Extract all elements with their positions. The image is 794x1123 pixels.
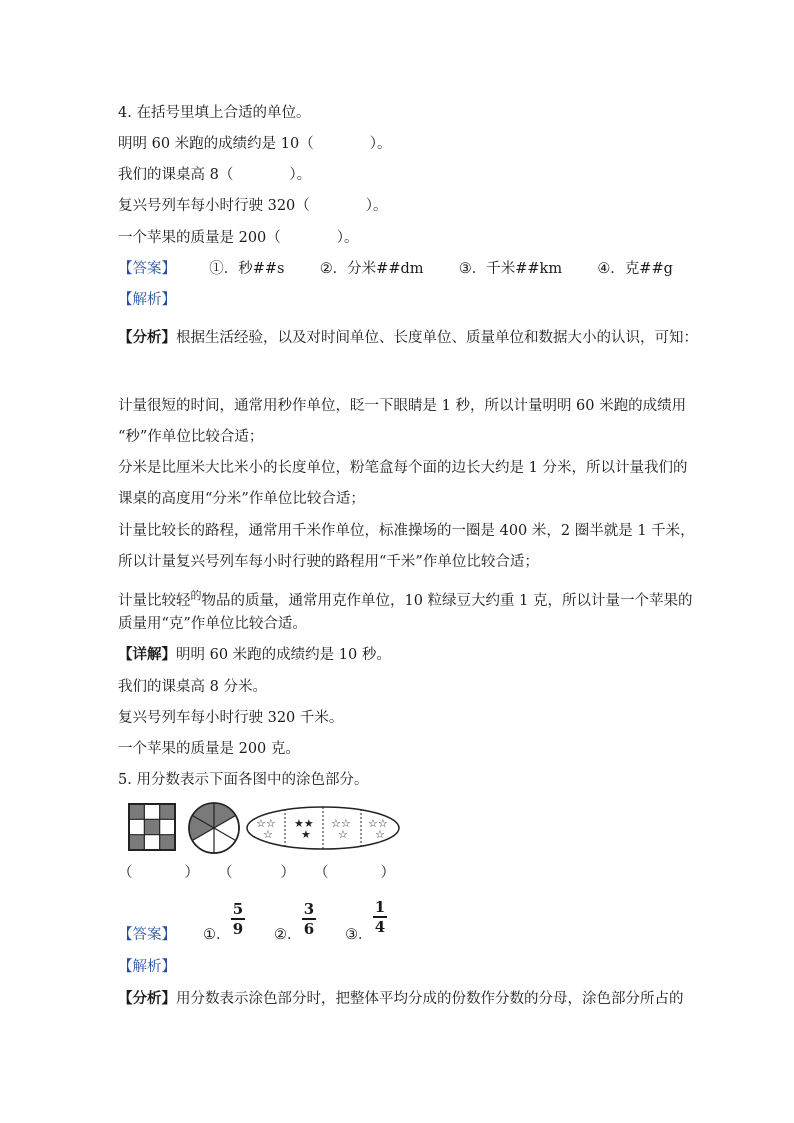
grid-figure [129,804,175,850]
answer-1: ①．秒##s [209,261,285,277]
circle-figure [189,803,239,853]
answer-4: ④．克##g [597,261,673,277]
star-outline-icon: ☆☆ [368,817,388,830]
star-outline-icon: ☆ [375,828,385,841]
para2-line1: 分米是比厘米大比米小的长度单位，粉笔盒每个面的边长大约是 1 分米，所以计量我们的 [118,460,688,476]
star-outline-icon: ☆ [338,828,348,841]
answer-3: ③．千米##km [458,261,563,277]
blank-1: （ ） [118,865,199,881]
stars-ellipse-figure [247,807,399,849]
fraction-3: 1 4 [374,898,386,936]
q4-item-3: 复兴号列车每小时行驶 320（ ）。 [118,198,388,214]
q5-answer-label-1: ①． [203,927,231,943]
star-filled-icon: ★★ [294,817,314,830]
q5-answer-label-3: ③． [345,927,373,943]
star-filled-icon: ★ [301,828,311,841]
q4-answer-line [118,259,673,279]
q5-jiexi-tag: 【解析】 [118,959,176,975]
para4-line2: 质量用“克”作单位比较合适。 [118,616,307,632]
q5-answer-tag: 【答案】 [118,927,176,943]
para1-line2: “秒”作单位比较合适； [118,429,264,445]
blank-2: （ ） [218,865,295,881]
q4-analysis: 【分析】根据生活经验，以及对时间单位、长度单位、质量单位和数据大小的认识，可知： [118,329,698,346]
q5-title: 5. 用分数表示下面各图中的涂色部分。 [118,772,369,788]
jiexi-tag: 【解析】 [118,292,176,308]
q4-title: 4. 在括号里填上合适的单位。 [118,105,311,121]
para3-line1: 计量比较长的路程，通常用千米作单位，标准操场的一圈是 400 米，2 圈半就是 1 千米， [118,523,695,539]
para1-line1: 计量很短的时间，通常用秒作单位，眨一下眼睛是 1 秒，所以计量明明 60 米跑的成绩用 [118,398,687,414]
para3-line2: 所以计量复兴号列车每小时行驶的路程用“千米”作单位比较合适； [118,554,539,570]
q4-detail-2: 我们的课桌高 8 分米。 [118,679,267,695]
q4-detail-3: 复兴号列车每小时行驶 320 千米。 [118,710,344,726]
star-outline-icon: ☆☆ [256,817,276,830]
blank-3: （ ） [314,865,395,881]
fraction-1: 5 9 [232,900,244,938]
fraction-2: 3 6 [303,900,315,938]
q4-item-2: 我们的课桌高 8（ ）。 [118,167,312,183]
star-outline-icon: ☆☆ [331,817,351,830]
q4-detail-4: 一个苹果的质量是 200 克。 [118,741,300,757]
q5-answer-label-2: ②． [274,927,302,943]
star-outline-icon: ☆ [263,828,273,841]
answer-tag: 【答案】 [118,261,176,277]
para2-line2: 课桌的高度用“分米”作单位比较合适； [118,491,365,507]
answer-2: ②．分米##dm [319,261,424,277]
q4-item-1: 明明 60 米跑的成绩约是 10（ ）。 [118,136,392,152]
q4-item-4: 一个苹果的质量是 200（ ）。 [118,230,359,246]
para4-line1: 计量比较轻$^的$物品的质量，通常用克作单位，10 粒绿豆大约重 1 克，所以计量一个苹果的 [118,589,693,609]
q5-figures [124,800,404,856]
q4-detail-1: 【详解】明明 60 米跑的成绩约是 10 秒。 [118,646,391,663]
q5-analysis: 【分析】用分数表示涂色部分时，把整体平均分成的份数作分数的分母，涂色部分所占的 [118,990,684,1007]
